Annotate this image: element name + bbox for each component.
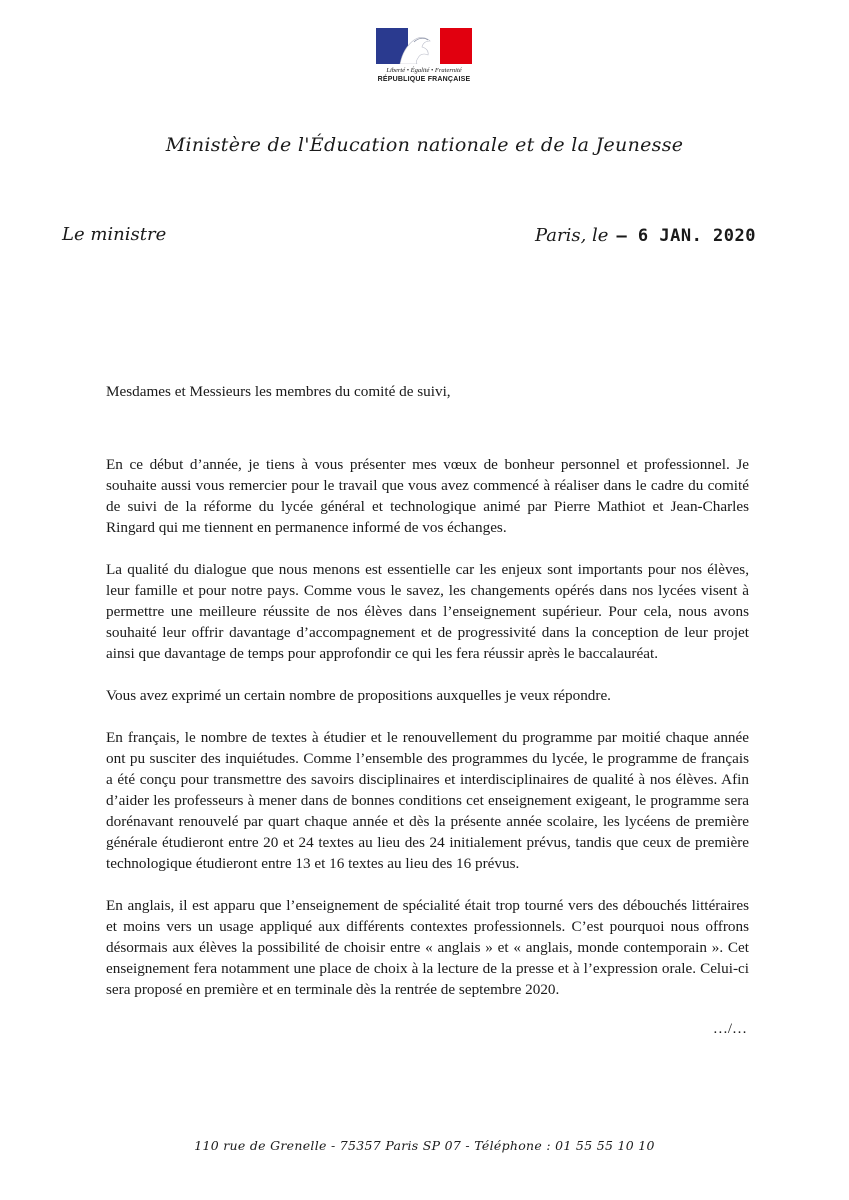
republic-name: RÉPUBLIQUE FRANÇAISE <box>377 76 471 83</box>
paragraph-greetings: En ce début d’année, je tiens à vous présenter mes vœux de bonheur personnel et professionnel. Je souhaite aussi vous remercier pour le travail que vous avez commencé à réaliser dans le cadre du comité de suivi de la réforme du lycée général et technologique animé par Pierre Mathiot et Jean-Charles Ringard qui me tiennent en permanence informé de vos échanges. <box>106 456 749 536</box>
continued-mark: …/… <box>712 1021 747 1037</box>
marianne-flag-icon <box>376 28 472 64</box>
republic-motto: Liberté • Égalité • Fraternité <box>386 67 462 74</box>
footer-address: 110 rue de Grenelle - 75357 Paris SP 07 - Téléphone : 01 55 55 10 10 <box>194 1138 655 1153</box>
ministry-heading: Ministère de l'Éducation nationale et de la Jeunesse <box>165 134 684 156</box>
paragraph-dialogue: La qualité du dialogue que nous menons est essentielle car les enjeux sont importants pour nos élèves, leur famille et pour notre pays. Comme vous le savez, les changements opérés dans nos lycées visent à permettre une meilleure réussite de nos élèves dans l’enseignement supérieur. Pour cela, nous avons souhaité leur offrir davantage d’accompagnement et de progressivité dans la conception de leur projet ainsi que davantage de temps pour approfondir ce qui les fera réussir après le baccalauréat. <box>106 561 749 662</box>
date-stamp: – 6 JAN. 2020 <box>616 226 756 246</box>
salutation: Mesdames et Messieurs les membres du comité de suivi, <box>106 383 451 400</box>
paragraph-english: En anglais, il est apparu que l’enseignement de spécialité était trop tourné vers des débouchés littéraires et moins vers un usage appliqué aux différents contextes professionnels. C’est pourquoi nous offrons désormais aux élèves la possibilité de choisir entre « anglais » et « anglais, monde contemporain ». Cet enseignement fera notamment une place de choix à la lecture de la presse et à l’expression orale. Celui-ci sera proposé en première et en terminale dès la rentrée de septembre 2020. <box>106 897 749 998</box>
paragraph-french: En français, le nombre de textes à étudier et le renouvellement du programme par moitié chaque année ont pu susciter des inquiétudes. Comme l’ensemble des programmes du lycée, le programme de français a été conçu pour transmettre des savoirs disciplinaires et interdisciplinaires de qualité à nos élèves. Afin d’aider les professeurs à mener dans de bonnes conditions cet enseignement exigeant, le programme sera dorénavant renouvelé par quart chaque année et dès la présente année scolaire, les lycéens de première générale étudieront entre 20 et 24 textes au lieu des 24 initialement prévus, tandis que ceux de première technologique étudieront entre 13 et 16 textes au lieu des 16 prévus. <box>106 729 749 872</box>
letter-body <box>106 454 749 1021</box>
paragraph-proposals: Vous avez exprimé un certain nombre de propositions auxquelles je veux répondre. <box>106 687 611 704</box>
date-line <box>535 225 756 246</box>
sender-title: Le ministre <box>62 224 167 245</box>
date-place: Paris, le <box>534 225 609 246</box>
marianne-logo <box>363 28 485 94</box>
